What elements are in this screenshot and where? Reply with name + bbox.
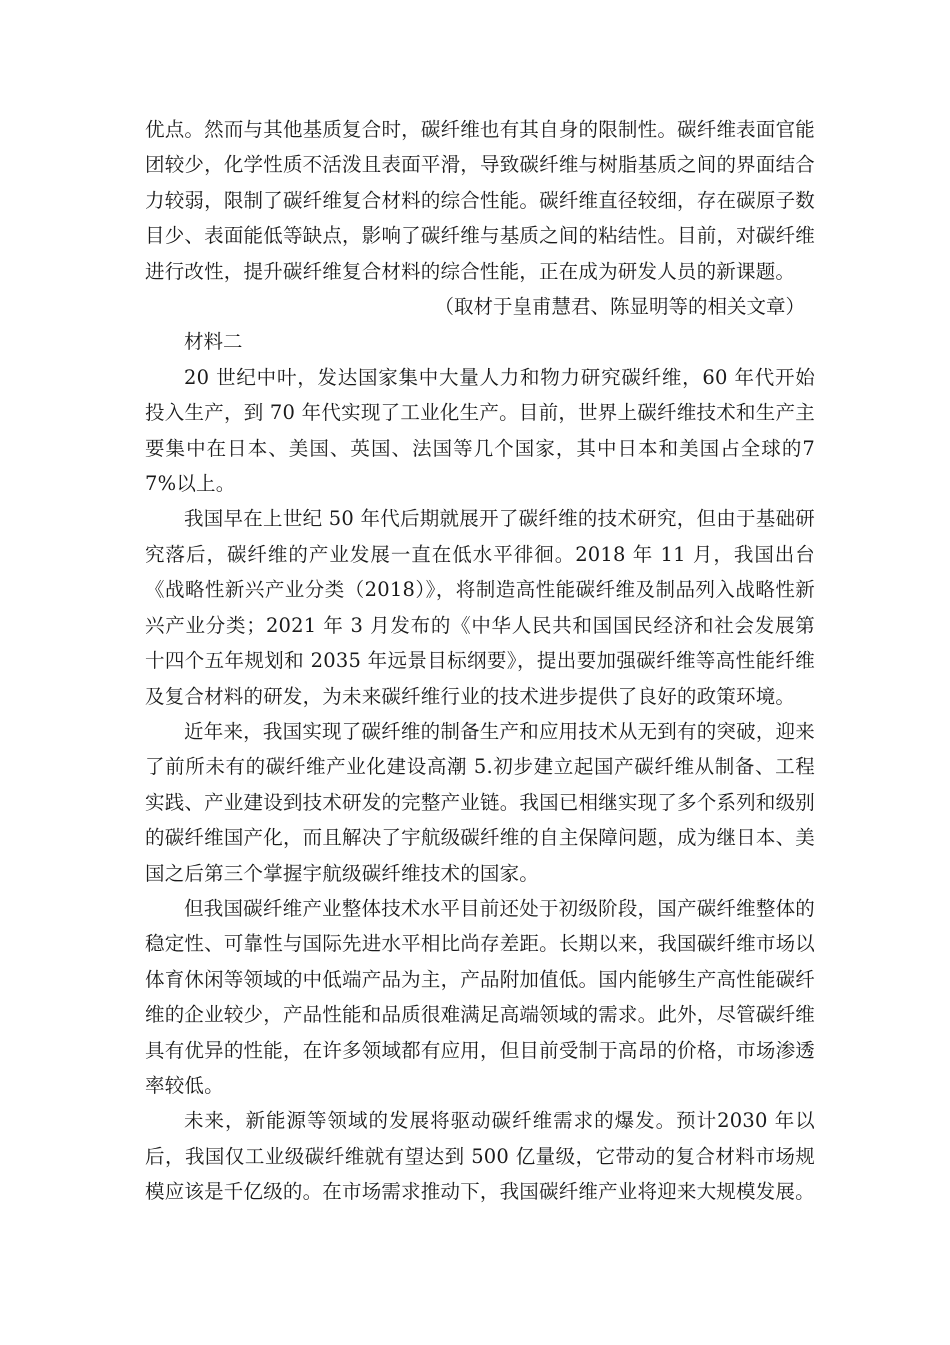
paragraph-5: 未来，新能源等领域的发展将驱动碳纤维需求的爆发。预计2030 年以后，我国仅工业级碳纤维就有望达到 500 亿量级，它带动的复合材料市场规模应该是千亿级的。在市场需求推动下，我国碳纤维产业将迎来大规模发展。 (145, 1109, 815, 1204)
source-note: （取材于皇甫慧君、陈显明等的相关文章） (434, 295, 805, 319)
intro-paragraph: 优点。然而与其他基质复合时，碳纤维也有其自身的限制性。碳纤维表面官能团较少，化学性质不活泼且表面平滑，导致碳纤维与树脂基质之间的界面结合力较弱，限制了碳纤维复合材料的综合性能。碳纤维直径较细，存在碳原子数目少、表面能低等缺点，影响了碳纤维与基质之间的粘结性。目前，对碳纤维进行改性，提升碳纤维复合材料的综合性能，正在成为研发人员的新课题。 (145, 118, 815, 283)
paragraph-1: 20 世纪中叶，发达国家集中大量人力和物力研究碳纤维，60 年代开始投入生产，到 70 年代实现了工业化生产。目前，世界上碳纤维技术和生产主要集中在日本、美国、英国、法国等几个国家，其中日本和美国占全球的77%以上。 (145, 365, 815, 496)
document-page (145, 112, 815, 1210)
material-two-heading: 材料二 (184, 330, 243, 354)
paragraph-3: 近年来，我国实现了碳纤维的制备生产和应用技术从无到有的突破，迎来了前所未有的碳纤维产业化建设高潮 5.初步建立起国产碳纤维从制备、工程实践、产业建设到技术研发的完整产业链。我国已相继实现了多个系列和级别的碳纤维国产化，而且解决了宇航级碳纤维的自主保障问题，成为继日本、美国之后第三个掌握宇航级碳纤维技术的国家。 (145, 719, 815, 885)
paragraph-2: 我国早在上世纪 50 年代后期就展开了碳纤维的技术研究，但由于基础研究落后，碳纤维的产业发展一直在低水平徘徊。2018 年 11 月，我国出台《战略性新兴产业分类（2018）》，将制造高性能碳纤维及制品列入战略性新兴产业分类；2021 年 3 月发布的《中华人民共和国国民经济和社会发展第十四个五年规划和 2035 年远景目标纲要》，提出要加强碳纤维等高性能纤维及复合材料的研发，为未来碳纤维行业的技术进步提供了良好的政策环境。 (145, 507, 815, 708)
paragraph-4: 但我国碳纤维产业整体技术水平目前还处于初级阶段，国产碳纤维整体的稳定性、可靠性与国际先进水平相比尚存差距。长期以来，我国碳纤维市场以体育休闲等领域的中低端产品为主，产品附加值低。国内能够生产高性能碳纤维的企业较少，产品性能和品质很难满足高端领域的需求。此外，尽管碳纤维具有优异的性能，在许多领域都有应用，但目前受制于高昂的价格，市场渗透率较低。 (145, 896, 815, 1097)
